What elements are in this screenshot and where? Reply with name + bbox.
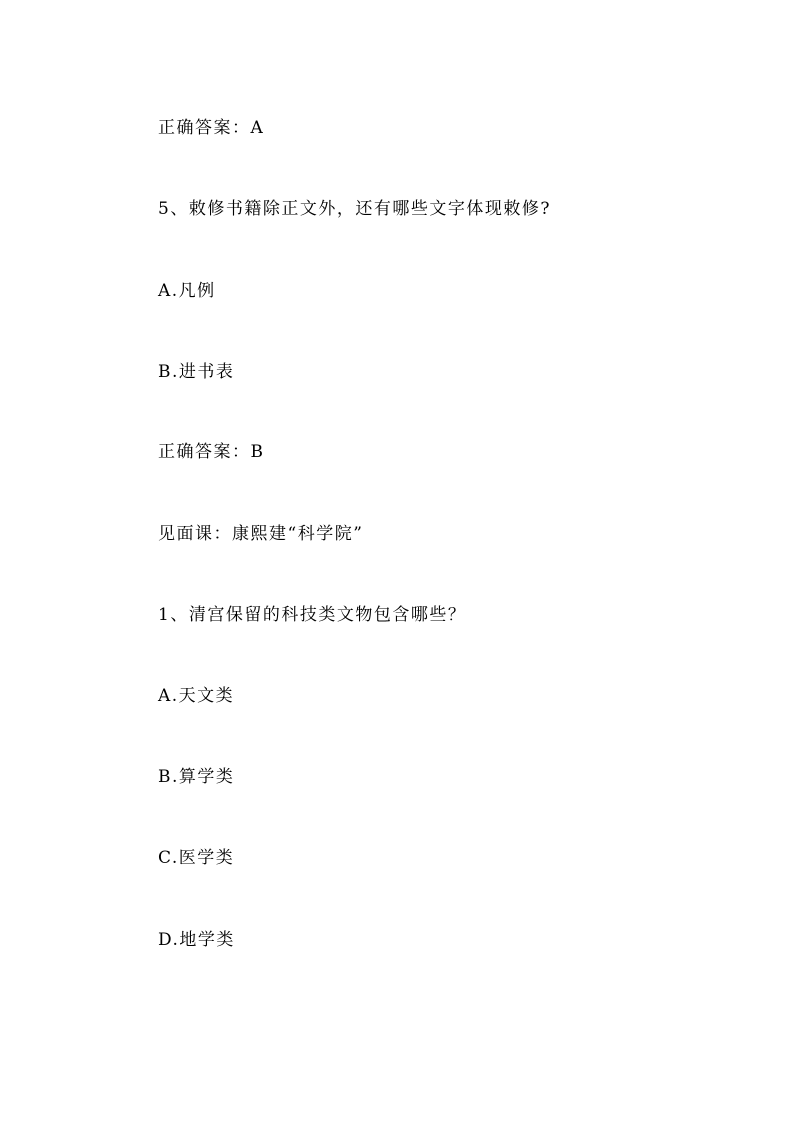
option-a: A.凡例	[158, 281, 216, 301]
section-heading: 见面课：康熙建“科学院”	[158, 524, 364, 544]
option-b: B.算学类	[158, 767, 235, 787]
question-text: 5、敕修书籍除正文外，还有哪些文字体现敕修?	[158, 199, 551, 219]
option-a: A.天文类	[158, 686, 235, 706]
question-text: 1、清宫保留的科技类文物包含哪些？	[158, 605, 467, 625]
option-d: D.地学类	[158, 930, 235, 950]
option-c: C.医学类	[158, 848, 235, 868]
option-b: B.进书表	[158, 362, 235, 382]
answer-line: 正确答案：B	[158, 442, 265, 462]
answer-line: 正确答案：A	[158, 118, 265, 138]
